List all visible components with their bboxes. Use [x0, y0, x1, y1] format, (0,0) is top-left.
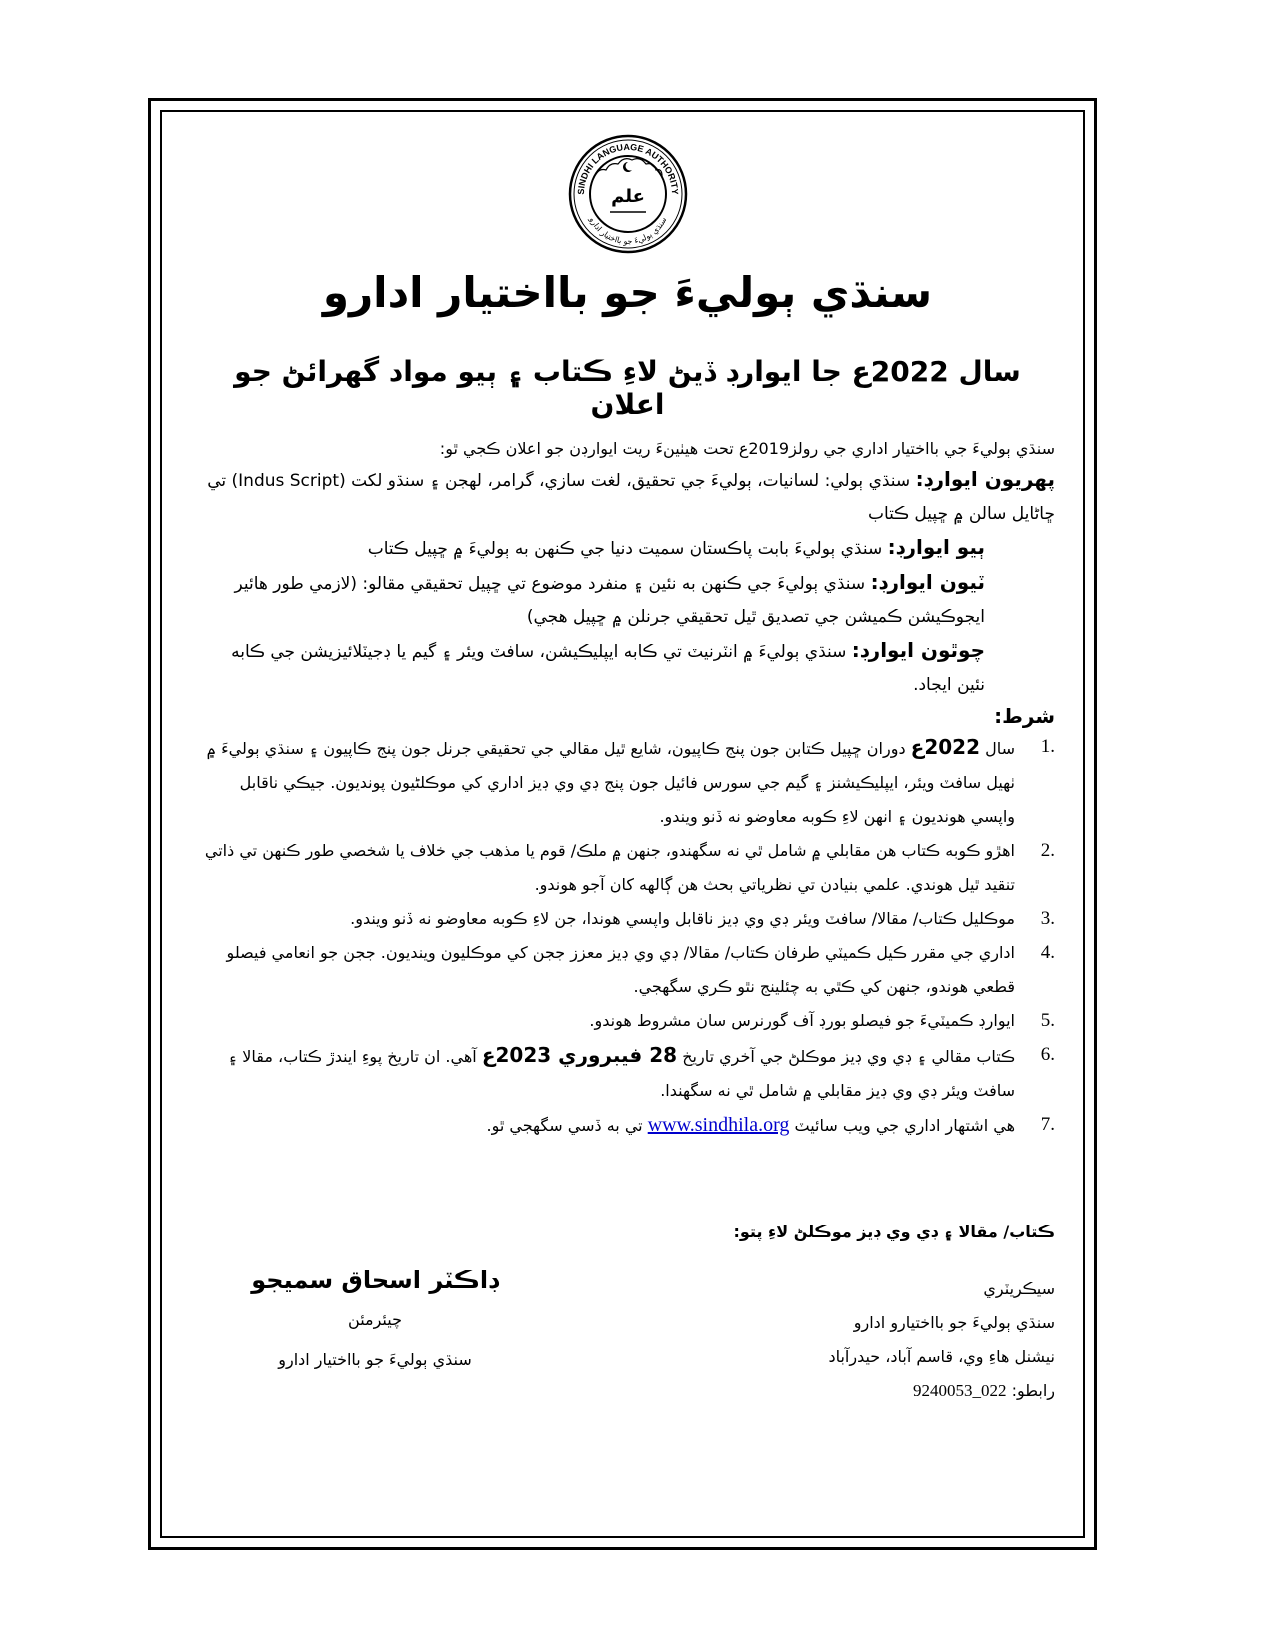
- condition-bold: 2022ع: [910, 735, 980, 759]
- condition-number: 2.: [1040, 840, 1055, 861]
- condition-text: تي به ڏسي سگهجي ٿو.: [486, 1116, 643, 1135]
- document-body: [200, 110, 1055, 1530]
- award-3: [200, 566, 1055, 634]
- address-line: سيڪريٽري: [983, 1279, 1055, 1298]
- condition-item: [200, 1108, 1055, 1143]
- contact-line: [828, 1374, 1055, 1408]
- condition-number: 1.: [1040, 736, 1055, 757]
- award-label: ٻيو ايوارڊ:: [887, 535, 985, 559]
- award-label: چوٿون ايوارڊ:: [851, 638, 985, 662]
- condition-item: [200, 1004, 1055, 1038]
- condition-pre: سال: [985, 739, 1015, 758]
- logo-bottom-text: سنڌي ٻوليءَ جو بااختيار ادارو: [587, 215, 668, 247]
- award-1: [200, 463, 1055, 531]
- page-title: سنڌي ٻوليءَ جو بااختيار ادارو: [322, 268, 933, 317]
- signature-block: [240, 1260, 510, 1380]
- condition-text: موڪليل ڪتاب/ مقالا/ سافٽ ويئر ڊي وي ڊيز ناقابل واپسي هوندا، جن لاءِ ڪوبه معاوضو نه ڏنو ويندو.: [350, 909, 1015, 928]
- conditions-heading: شرط:: [994, 704, 1055, 728]
- condition-number: 4.: [1040, 942, 1055, 963]
- condition-text: اداري جي مقرر ڪيل ڪميٽي طرفان ڪتاب/ مقالا/ ڊي وي ڊيز معزز ججن کي موڪليون وينديون. ججن جو انعامي فيصلو قطعي هوندو، جنهن کي ڪٿي به چئلينج نٿو ڪري سگهجي.: [226, 943, 1015, 996]
- condition-item: [200, 834, 1055, 902]
- mailing-address: [828, 1272, 1055, 1408]
- award-4: [200, 634, 1055, 702]
- condition-number: 5.: [1040, 1010, 1055, 1031]
- intro-text: سنڌي ٻوليءَ جي بااختيار اداري جي رولز2019ع تحت هيٺينءَ ريت ايوارڊن جو اعلان ڪجي ٿو:: [439, 439, 1055, 458]
- award-text: سنڌي ٻوليءَ جي ڪنهن به نئين ۽ منفرد موضوع تي ڇپيل تحقيقي مقالو: (لازمي طور هائير ايجوڪيشن ڪميشن جي تصديق ٿيل تحقيقي جرنلن ۾ ڇپيل هجي): [234, 574, 985, 627]
- phone-number: 022_9240053: [913, 1381, 1007, 1400]
- award-label: ٽيون ايوارڊ:: [870, 570, 985, 594]
- announcement-body: [200, 435, 1055, 1143]
- logo-seal-icon: [566, 132, 690, 256]
- award-2: [200, 531, 1055, 566]
- condition-item: [200, 936, 1055, 1004]
- logo-ring-text: SINDHI LANGUAGE AUTHORITY: [575, 141, 680, 195]
- award-text: سنڌي ٻولي: لسانيات، ٻوليءَ جي تحقيق، لغت سازي، گرامر، لهجن ۽ سنڌو لکت (Indus Script) تي ڇاڻايل سالن ۾ ڇپيل ڪتاب: [207, 471, 1055, 524]
- condition-number: 7.: [1040, 1114, 1055, 1135]
- condition-pre: هي اشتهار اداري جي ويب سائيٽ: [794, 1116, 1015, 1135]
- condition-item: [200, 1038, 1055, 1108]
- condition-number: 3.: [1040, 908, 1055, 929]
- condition-pre: ڪتاب مقالي ۽ ڊي وي ڊيز موڪلڻ جي آخري تاريخ: [682, 1047, 1015, 1066]
- address-heading: ڪتاب/ مقالا ۽ ڊي وي ڊيز موڪلڻ لاءِ پتو:: [733, 1222, 1055, 1241]
- condition-number: 6.: [1040, 1044, 1055, 1065]
- conditions-list: [200, 730, 1055, 1143]
- award-text: سنڌي ٻوليءَ ۾ انٽرنيٽ تي ڪابه ايپليڪيشن، سافٽ ويئر ۽ گيم يا ڊجيٽلائيزيشن جي ڪابه نئين ايجاد.: [231, 642, 985, 695]
- phone-label: رابطو:: [1011, 1381, 1055, 1400]
- condition-text: آهي. ان تاريخ پوءِ ايندڙ ڪتاب، مقالا ۽ سافٽ ويئر ڊي وي ڊيز مقابلي ۾ شامل ٿي نه سگهندا.: [227, 1047, 1015, 1100]
- condition-bold: 28 فيبروري 2023ع: [481, 1043, 678, 1067]
- address-line: نيشنل هاءِ وي، قاسم آباد، حيدرآباد: [828, 1347, 1055, 1366]
- award-text: سنڌي ٻوليءَ بابت پاڪستان سميت دنيا جي ڪنهن به ٻوليءَ ۾ ڇپيل ڪتاب: [367, 539, 883, 559]
- condition-item: [200, 730, 1055, 834]
- award-label: پهريون ايوارڊ:: [915, 467, 1055, 491]
- condition-text: دوران ڇپيل ڪتابن جون پنج ڪاپيون، شايع ٿيل مقالي جي تحقيقي جرنل جون پنج ڪاپيون ۽ سنڌي ٻوليءَ ۾ ٺهيل سافٽ ويئر، ايپليڪيشنز ۽ گيم جي سورس فائيل جون پنج ڊي وي ڊيز اداري کي موڪلڻيون پونديون. جيڪي ناقابل واپسي هونديون ۽ انهن لاءِ ڪوبه معاوضو نه ڏنو ويندو.: [206, 739, 1015, 826]
- announcement-subtitle: سال 2022ع جا ايوارڊ ڏيڻ لاءِ ڪتاب ۽ ٻيو مواد گهرائڻ جو اعلان: [234, 355, 1021, 421]
- condition-item: [200, 902, 1055, 936]
- signatory-name: ڊاڪٽر اسحاق سميجو: [251, 1266, 499, 1294]
- logo-center-text: علم: [610, 186, 645, 207]
- signatory-role: چيئرمئن: [348, 1310, 402, 1329]
- condition-text: ايوارڊ ڪميٽيءَ جو فيصلو بورڊ آف گورنرس سان مشروط هوندو.: [589, 1011, 1015, 1030]
- website-link[interactable]: www.sindhila.org: [647, 1114, 790, 1136]
- address-line: سنڌي ٻوليءَ جو بااختيارو ادارو: [853, 1313, 1055, 1332]
- signatory-org: سنڌي ٻوليءَ جو بااختيار ادارو: [278, 1350, 472, 1369]
- authority-logo: [566, 132, 690, 256]
- condition-text: اهڙو ڪوبه ڪتاب هن مقابلي ۾ شامل ٿي نه سگهندو، جنهن ۾ ملڪ/ قوم يا مذهب جي خلاف يا شخصي طور ڪنهن تي ذاتي تنقيد ٿيل هوندي. علمي بنيادن تي نظرياتي بحث هن ڳالهه کان آجو هوندو.: [204, 841, 1015, 894]
